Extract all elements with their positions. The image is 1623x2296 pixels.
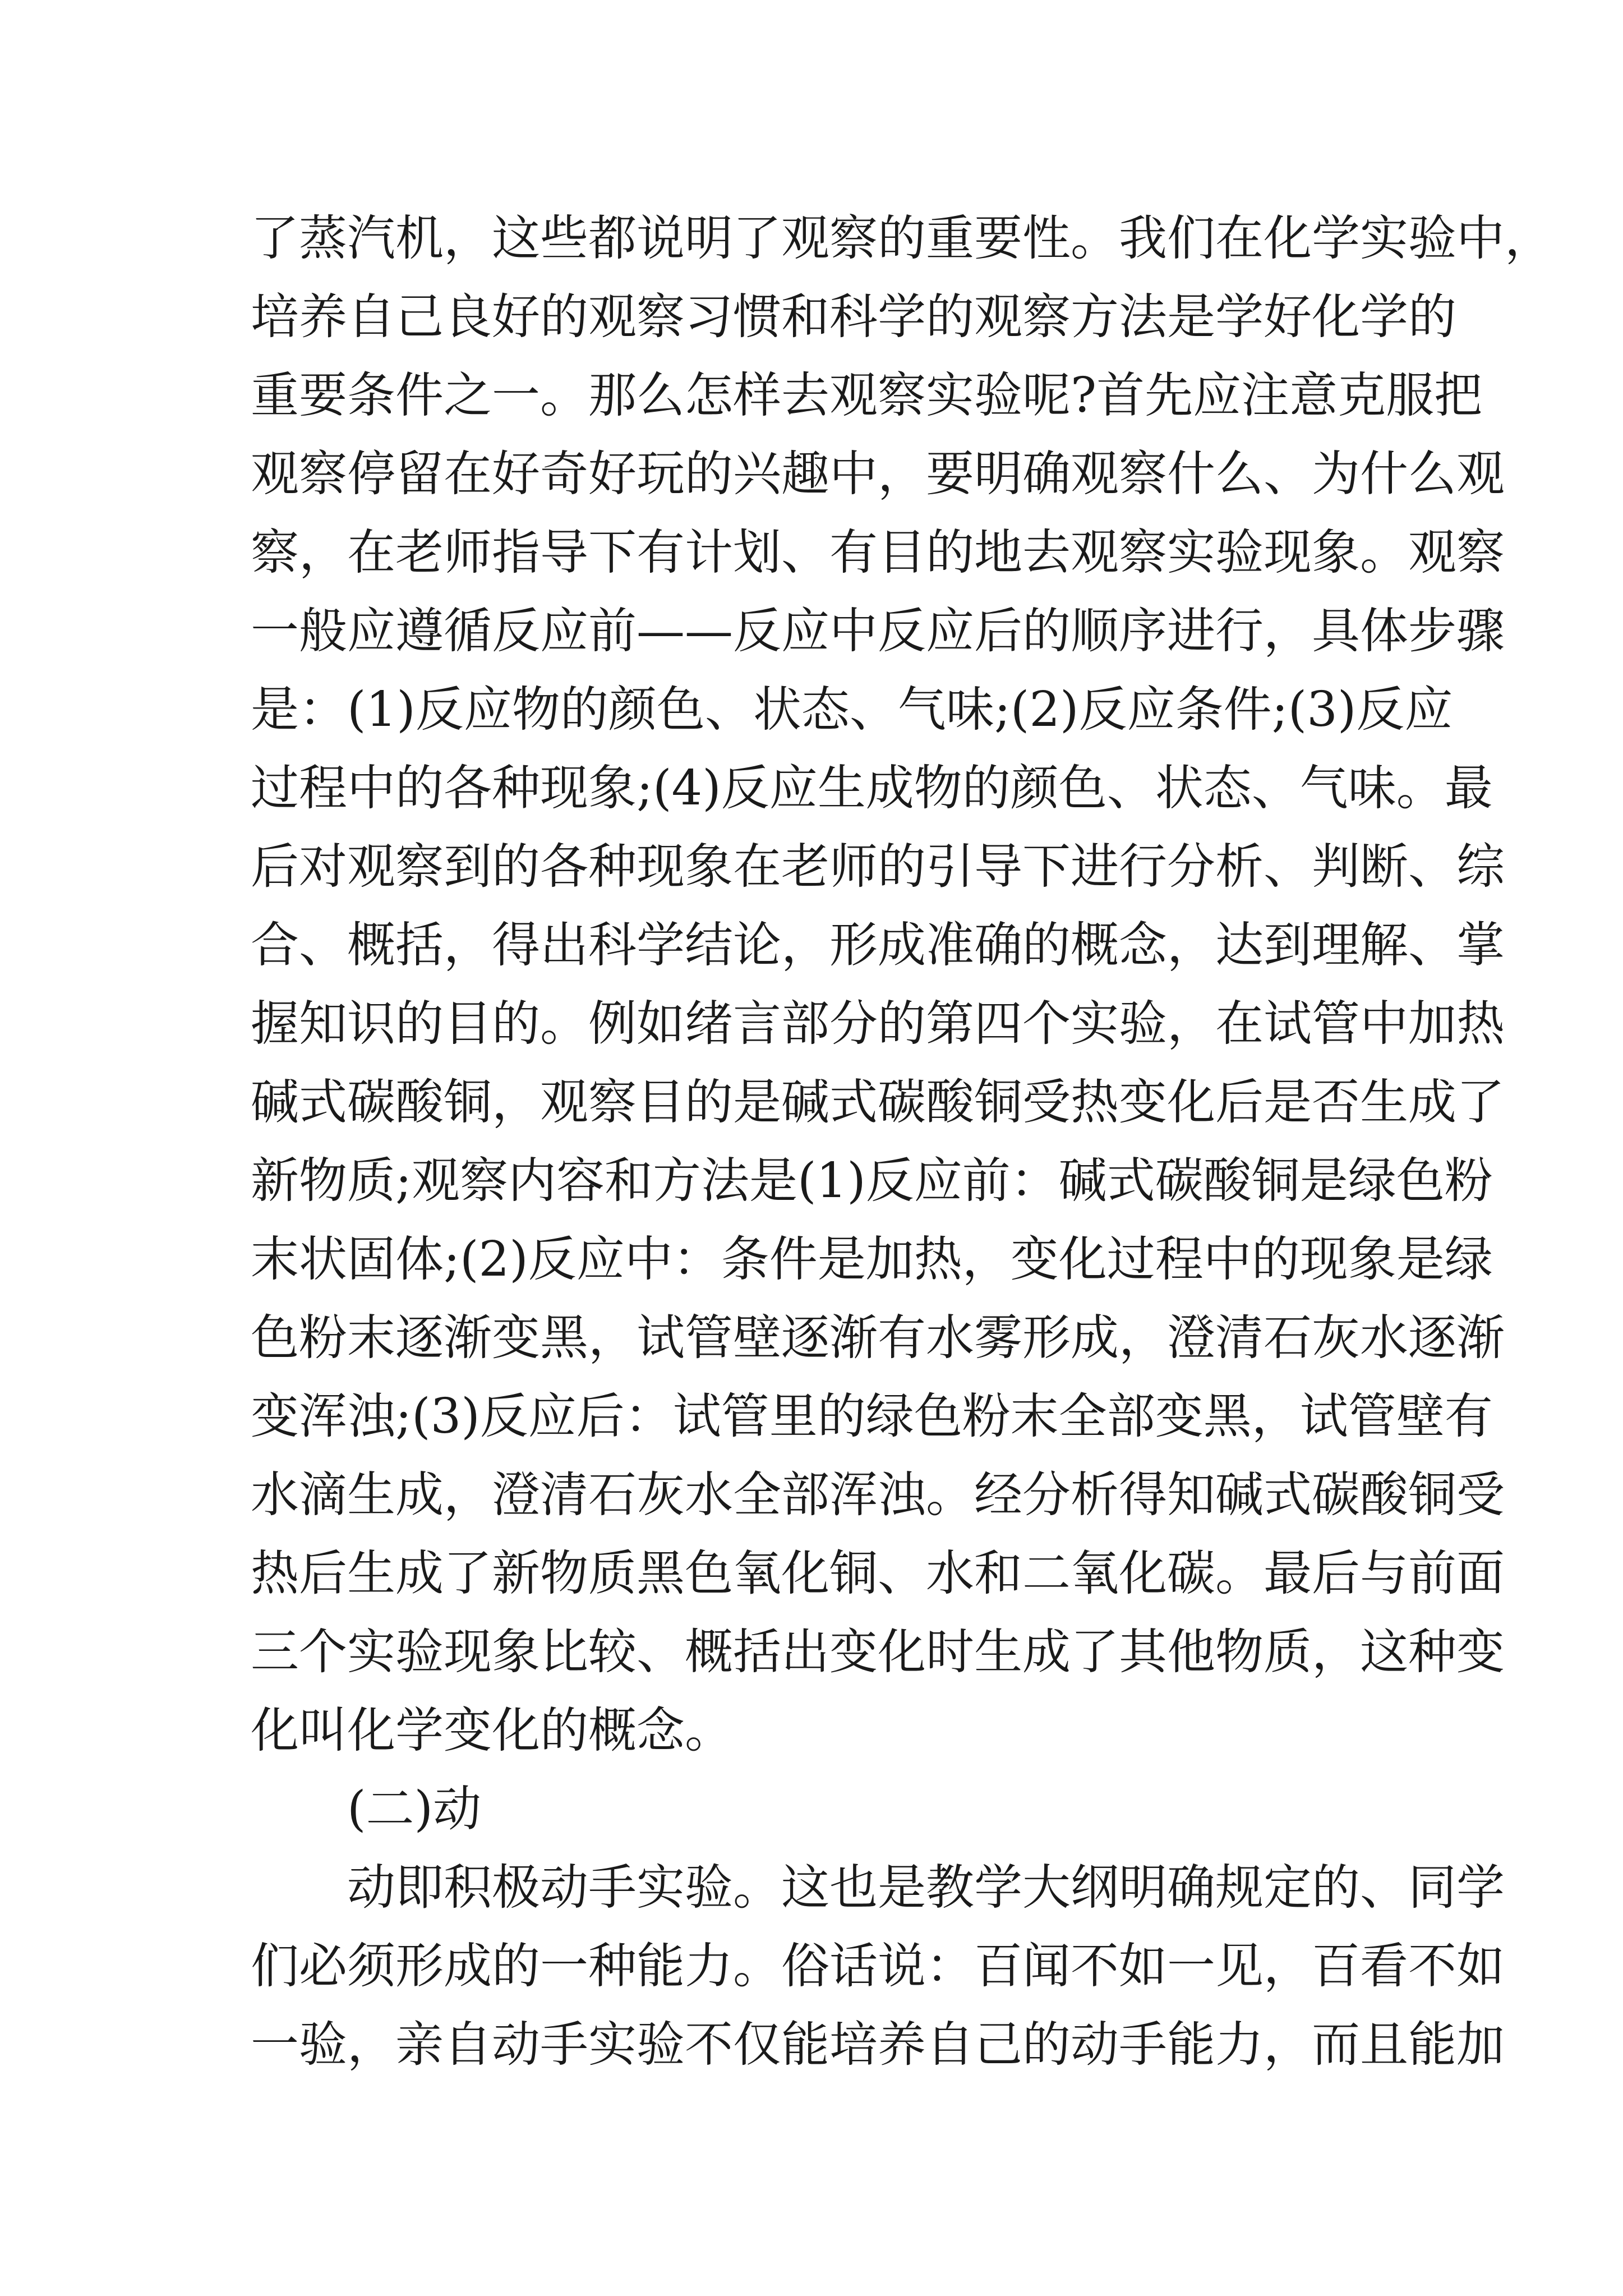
paragraph-line: 末状固体;(2)反应中：条件是加热，变化过程中的现象是绿 [251,1231,1493,1287]
paragraph-line: 色粉末逐渐变黑，试管壁逐渐有水雾形成，澄清石灰水逐渐 [251,1310,1505,1366]
paragraph-line: 过程中的各种现象;(4)反应生成物的颜色、状态、气味。最 [251,760,1493,816]
paragraph-line: 握知识的目的。例如绪言部分的第四个实验，在试管中加热 [251,996,1505,1052]
paragraph-line: 察，在老师指导下有计划、有目的地去观察实验现象。观察 [251,524,1505,581]
paragraph-line: 后对观察到的各种现象在老师的引导下进行分析、判断、综 [251,839,1505,895]
paragraph-line: 们必须形成的一种能力。俗话说：百闻不如一见，百看不如 [251,1938,1505,1994]
paragraph-line: 了蒸汽机，这些都说明了观察的重要性。我们在化学实验中， [251,210,1553,266]
paragraph-line: 一验，亲自动手实验不仅能培养自己的动手能力，而且能加 [251,2017,1505,2073]
paragraph-line: 热后生成了新物质黑色氧化铜、水和二氧化碳。最后与前面 [251,1545,1505,1602]
paragraph-line: 水滴生成，澄清石灰水全部浑浊。经分析得知碱式碳酸铜受 [251,1467,1505,1523]
paragraph-line: 培养自己良好的观察习惯和科学的观察方法是学好化学的 [251,289,1456,345]
document-body [251,199,1553,2084]
paragraph-line: 化叫化学变化的概念。 [251,1703,733,1759]
paragraph-line: 变浑浊;(3)反应后：试管里的绿色粉末全部变黑，试管壁有 [251,1388,1493,1444]
paragraph-line: 重要条件之一。那么怎样去观察实验呢?首先应注意克服把 [251,367,1483,424]
paragraph-line: 是：(1)反应物的颜色、状态、气味;(2)反应条件;(3)反应 [251,682,1453,738]
section-heading: (二)动 [347,1781,482,1837]
paragraph-line: 动即积极动手实验。这也是教学大纲明确规定的、同学 [347,1860,1505,1916]
paragraph-line: 碱式碳酸铜，观察目的是碱式碳酸铜受热变化后是否生成了 [251,1074,1505,1130]
paragraph-line: 一般应遵循反应前——反应中反应后的顺序进行，具体步骤 [251,603,1505,659]
paragraph-line: 新物质;观察内容和方法是(1)反应前：碱式碳酸铜是绿色粉 [251,1153,1493,1209]
paragraph-line: 三个实验现象比较、概括出变化时生成了其他物质，这种变 [251,1624,1505,1680]
paragraph-line: 合、概括，得出科学结论，形成准确的概念，达到理解、掌 [251,917,1505,973]
paragraph-line: 观察停留在好奇好玩的兴趣中，要明确观察什么、为什么观 [251,446,1505,502]
